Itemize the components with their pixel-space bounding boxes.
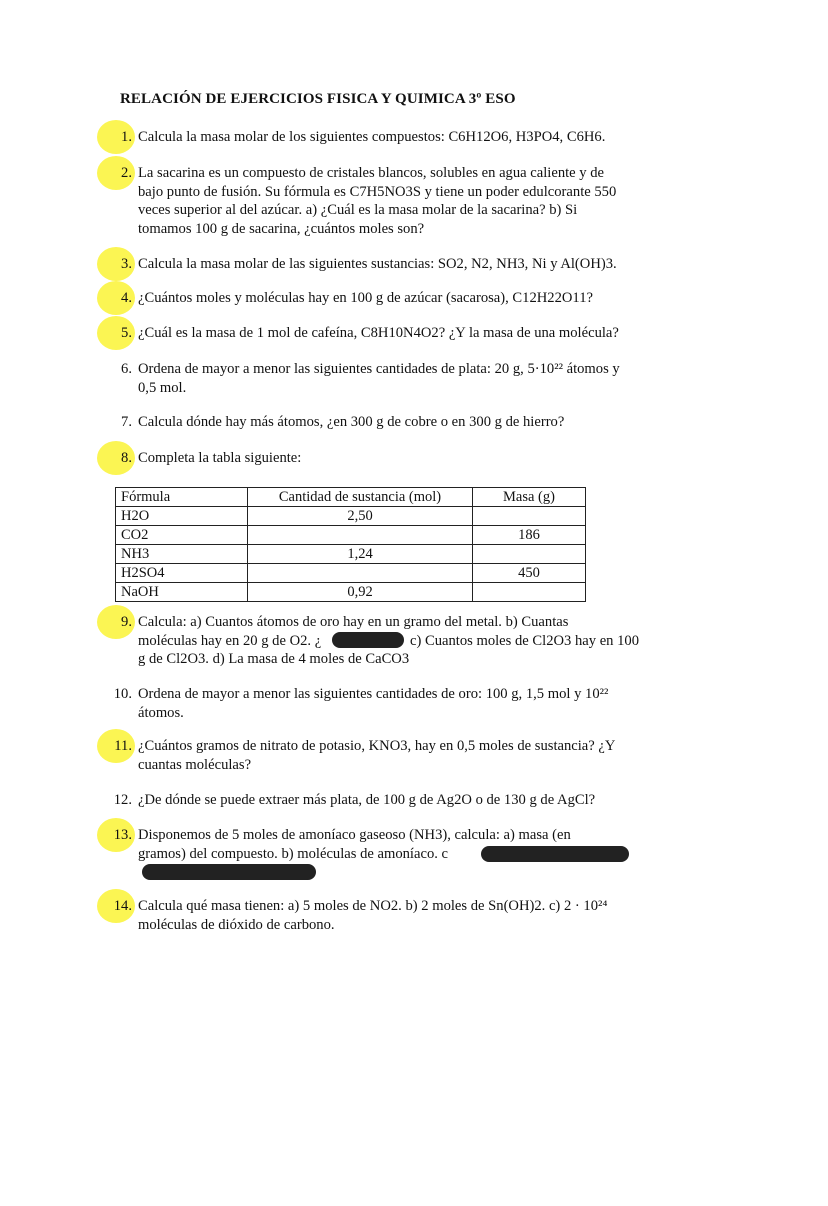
table-cell	[473, 583, 586, 602]
redaction-mark	[142, 864, 316, 880]
exercise-number: 8.	[121, 450, 132, 466]
exercise-text: 0,5 mol.	[138, 379, 187, 396]
table-row	[116, 583, 586, 602]
substance-table	[115, 487, 586, 602]
table-header-row	[116, 488, 586, 507]
exercise-text: tomamos 100 g de sacarina, ¿cuántos moles son?	[138, 220, 425, 237]
exercise-text: Calcula: a) Cuantos átomos de oro hay en un gramo del metal. b) Cuantas	[138, 614, 569, 630]
table-cell: 450	[473, 564, 586, 583]
exercise-text: Calcula qué masa tienen: a) 5 moles de NO2. b) 2 moles de Sn(OH)2. c) 2 · 10²⁴	[138, 898, 608, 914]
exercise-number: 7.	[121, 414, 132, 430]
exercise-text: Calcula la masa molar de las siguientes sustancias: SO2, N2, NH3, Ni y Al(OH)3.	[138, 256, 617, 272]
table-cell: 1,24	[248, 545, 473, 564]
exercise-text: Calcula dónde hay más átomos, ¿en 300 g de cobre o en 300 g de hierro?	[138, 414, 565, 430]
column-header: Cantidad de sustancia (mol)	[248, 488, 473, 507]
exercise-text: Disponemos de 5 moles de amoníaco gaseoso (NH3), calcula: a) masa (en	[138, 827, 571, 843]
exercise-number: 6.	[121, 361, 132, 377]
table-cell	[248, 526, 473, 545]
exercise-number: 5.	[121, 325, 132, 341]
table-cell: H2SO4	[116, 564, 248, 583]
redaction-mark	[481, 846, 629, 862]
table-row	[116, 507, 586, 526]
exercise-number: 14.	[113, 898, 132, 914]
column-header: Fórmula	[116, 488, 248, 507]
table-cell: 2,50	[248, 507, 473, 526]
exercise-number: 13.	[113, 827, 132, 843]
exercise-text: bajo punto de fusión. Su fórmula es C7H5NO3S y tiene un poder edulcorante 550	[138, 183, 617, 200]
exercise-text: moléculas hay en 20 g de O2. ¿	[138, 632, 322, 649]
exercise-text: g de Cl2O3. d) La masa de 4 moles de CaCO3	[138, 651, 410, 667]
table-cell	[248, 564, 473, 583]
exercise-text: ¿Cuántos gramos de nitrato de potasio, KNO3, hay en 0,5 moles de sustancia? ¿Y	[138, 738, 616, 754]
exercise-number: 4.	[121, 290, 132, 306]
redaction-mark	[332, 632, 404, 648]
table-cell: H2O	[116, 507, 248, 526]
exercise-number: 10.	[113, 686, 132, 702]
exercise-number: 3.	[121, 256, 132, 272]
table-cell: NH3	[116, 545, 248, 564]
exercise-text: ¿Cuál es la masa de 1 mol de cafeína, C8H10N4O2? ¿Y la masa de una molécula?	[138, 325, 619, 341]
exercise-text: Calcula la masa molar de los siguientes compuestos: C6H12O6, H3PO4, C6H6.	[138, 129, 606, 145]
exercise-number: 2.	[121, 165, 132, 181]
table-cell: NaOH	[116, 583, 248, 602]
table-cell: 186	[473, 526, 586, 545]
exercise-text: cuantas moléculas?	[138, 756, 252, 773]
table-row	[116, 526, 586, 545]
table-cell: 0,92	[248, 583, 473, 602]
table-cell	[473, 507, 586, 526]
exercise-text: Ordena de mayor a menor las siguientes cantidades de plata: 20 g, 5·10²² átomos y	[138, 361, 620, 377]
exercise-text: Completa la tabla siguiente:	[138, 450, 302, 466]
exercise-text: Ordena de mayor a menor las siguientes cantidades de oro: 100 g, 1,5 mol y 10²²	[138, 686, 609, 702]
exercise-number: 11.	[114, 738, 132, 754]
column-header: Masa (g)	[473, 488, 586, 507]
exercise-text: gramos) del compuesto. b) moléculas de amoníaco. c	[138, 845, 449, 862]
exercise-number: 1.	[121, 129, 132, 145]
exercise-number: 12.	[113, 792, 132, 808]
table-row	[116, 564, 586, 583]
exercise-text: ¿Cuántos moles y moléculas hay en 100 g de azúcar (sacarosa), C12H22O11?	[138, 290, 593, 306]
exercise-number: 9.	[121, 614, 132, 630]
exercise-text: veces superior al del azúcar. a) ¿Cuál es la masa molar de la sacarina? b) Si	[138, 202, 578, 218]
exercise-text: ¿De dónde se puede extraer más plata, de 100 g de Ag2O o de 130 g de AgCl?	[138, 792, 596, 808]
exercise-text: moléculas de dióxido de carbono.	[138, 916, 335, 933]
table-cell	[473, 545, 586, 564]
exercise-text: c) Cuantos moles de Cl2O3 hay en 100	[410, 632, 640, 649]
exercise-text: La sacarina es un compuesto de cristales blancos, solubles en agua caliente y de	[138, 165, 605, 181]
page-title: RELACIÓN DE EJERCICIOS FISICA Y QUIMICA 3º ESO	[120, 91, 516, 107]
table-cell: CO2	[116, 526, 248, 545]
exercise-text: átomos.	[138, 704, 184, 721]
table-row	[116, 545, 586, 564]
